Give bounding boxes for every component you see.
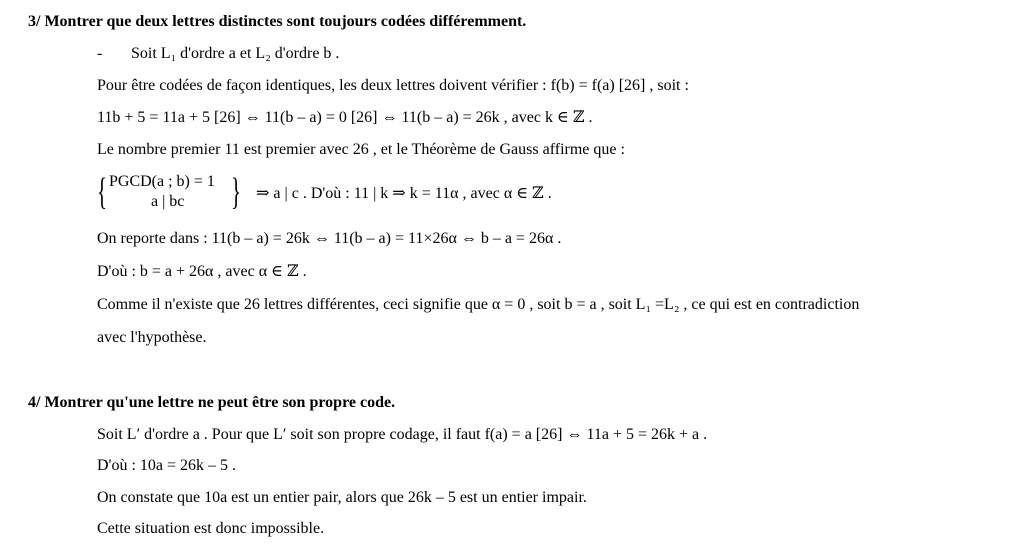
- q3-line-hypothese: avec l'hypothèse.: [97, 329, 207, 346]
- list-dash: -: [97, 45, 103, 62]
- gauss-system: [97, 172, 257, 216]
- q3-line-comme: Comme il n'existe que 26 lettres différentes, ceci signifie que α = 0 , soit b = a , soit L₁ =L₂ , ce qui est en contradiction: [97, 296, 860, 313]
- q4-line-constate: On constate que 10a est un entier pair, alors que 26k – 5 est un entier impair.: [97, 489, 587, 506]
- left-brace: {: [97, 171, 108, 213]
- q3-line-condition: Pour être codées de façon identiques, les deux lettres doivent vérifier : f(b) = f(a) [26] , soit :: [97, 77, 689, 94]
- q3-line-gauss: Le nombre premier 11 est premier avec 26 , et le Théorème de Gauss affirme que :: [97, 141, 625, 158]
- right-brace: }: [231, 171, 242, 213]
- question-3-heading: 3/ Montrer que deux lettres distinctes sont toujours codées différemment.: [28, 13, 527, 30]
- q4-line-conclusion: Cette situation est donc impossible.: [97, 520, 325, 537]
- question-4-heading: 4/ Montrer qu'une lettre ne peut être son propre code.: [28, 394, 396, 411]
- q3-line-soit: Soit L₁ d'ordre a et L₂ d'ordre b .: [131, 45, 340, 62]
- q3-line-report: On reporte dans : 11(b – a) = 26k ⇔ 11(b – a) = 11×26α ⇔ b – a = 26α .: [97, 230, 562, 247]
- q4-line-dou: D'où : 10a = 26k – 5 .: [97, 457, 237, 474]
- system-line-2: a | bc: [151, 193, 185, 210]
- q3-line-equivalence: 11b + 5 = 11a + 5 [26] ⇔ 11(b – a) = 0 [26] ⇔ 11(b – a) = 26k , avec k ∈ ℤ .: [97, 109, 593, 126]
- q3-line-deduction: ⇒ a | c . D'où : 11 | k ⇒ k = 11α , avec α ∈ ℤ .: [256, 185, 552, 202]
- q3-line-dou: D'où : b = a + 26α , avec α ∈ ℤ .: [97, 263, 307, 280]
- q4-line-soit: Soit L′ d'ordre a . Pour que L′ soit son propre codage, il faut f(a) = a [26] ⇔ 11a + 5 = 26k + a .: [97, 426, 708, 443]
- system-line-1: PGCD(a ; b) = 1: [109, 173, 215, 190]
